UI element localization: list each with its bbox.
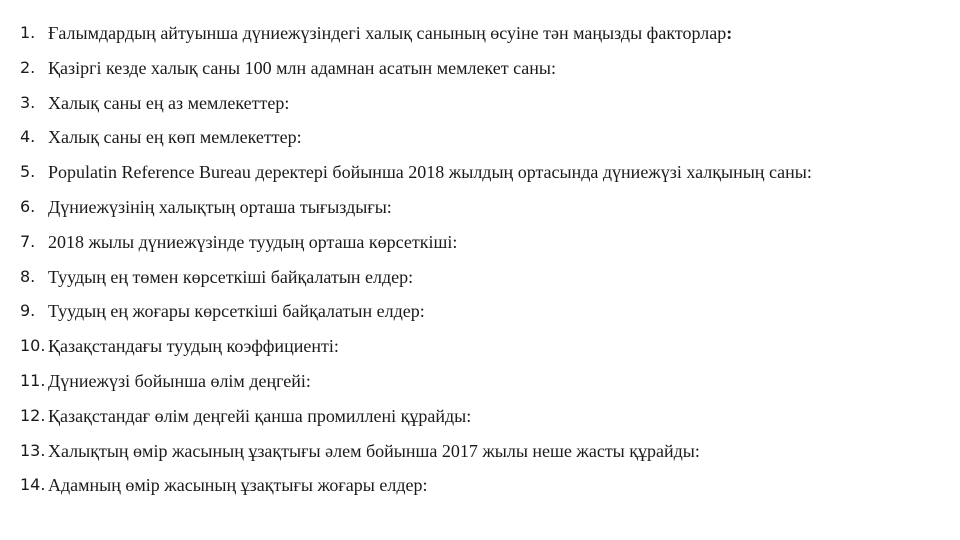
- item-number: 11.: [20, 370, 46, 390]
- list-item: [20, 335, 940, 357]
- list-item: [20, 231, 940, 253]
- list-item: [20, 266, 940, 288]
- list-item: [20, 300, 940, 322]
- item-number: 2.: [20, 57, 36, 77]
- item-number: 12.: [20, 405, 46, 425]
- list-item: [20, 405, 940, 427]
- item-text: Қазақстандағ өлім деңгейі қанша промиллені құрайды:: [48, 405, 472, 426]
- item-text: Туудың ең жоғары көрсеткіші байқалатын елдер:: [48, 301, 425, 322]
- question-list: [20, 22, 940, 509]
- list-item: [20, 57, 940, 79]
- item-number: 14.: [20, 475, 46, 495]
- item-text: Қазіргі кезде халық саны 100 млн адамнан асатын мемлекет саны:: [48, 57, 557, 78]
- item-text-suffix: :: [726, 23, 733, 43]
- item-text: Дүниежүзінің халықтың орташа тығыздығы:: [48, 196, 392, 217]
- item-text: [48, 22, 940, 44]
- list-item: [20, 370, 940, 392]
- list-item: [20, 22, 940, 44]
- item-text: Халықтың өмір жасының ұзақтығы әлем бойынша 2017 жылы неше жасты құрайды:: [48, 440, 700, 461]
- list-item: [20, 474, 940, 496]
- item-text: Халық саны ең көп мемлекеттер:: [48, 127, 302, 148]
- item-text-body: Ғалымдардың айтуынша дүниежүзіндегі халық санының өсуіне тән маңызды факторлар: [48, 23, 727, 43]
- item-number: 13.: [20, 440, 46, 460]
- item-text: Адамның өмір жасының ұзақтығы жоғары елдер:: [48, 475, 428, 496]
- list-item: [20, 92, 940, 114]
- item-number: 4.: [20, 127, 36, 147]
- item-text: Қазақстандағы туудың коэффициенті:: [48, 336, 339, 357]
- item-number: 3.: [20, 92, 36, 112]
- item-number: 8.: [20, 266, 36, 286]
- item-number: 9.: [20, 301, 36, 321]
- item-text: Populatin Reference Bureau деректері бойынша 2018 жылдың ортасында дүниежүзі халқының саны:: [48, 162, 812, 183]
- item-number: 6.: [20, 196, 36, 216]
- list-item: [20, 196, 940, 218]
- item-text: Туудың ең төмен көрсеткіші байқалатын елдер:: [48, 266, 414, 287]
- item-number: 7.: [20, 231, 36, 251]
- list-item: [20, 126, 940, 148]
- item-text: Дүниежүзі бойынша өлім деңгейі:: [48, 370, 311, 391]
- item-number: 10.: [20, 336, 46, 356]
- item-number: 1.: [20, 23, 36, 42]
- list-item: [20, 161, 940, 183]
- item-number: 5.: [20, 162, 36, 182]
- list-item: [20, 440, 940, 462]
- item-text: 2018 жылы дүниежүзінде туудың орташа көрсеткіші:: [48, 231, 458, 252]
- item-text: Халық саны ең аз мемлекеттер:: [48, 92, 290, 113]
